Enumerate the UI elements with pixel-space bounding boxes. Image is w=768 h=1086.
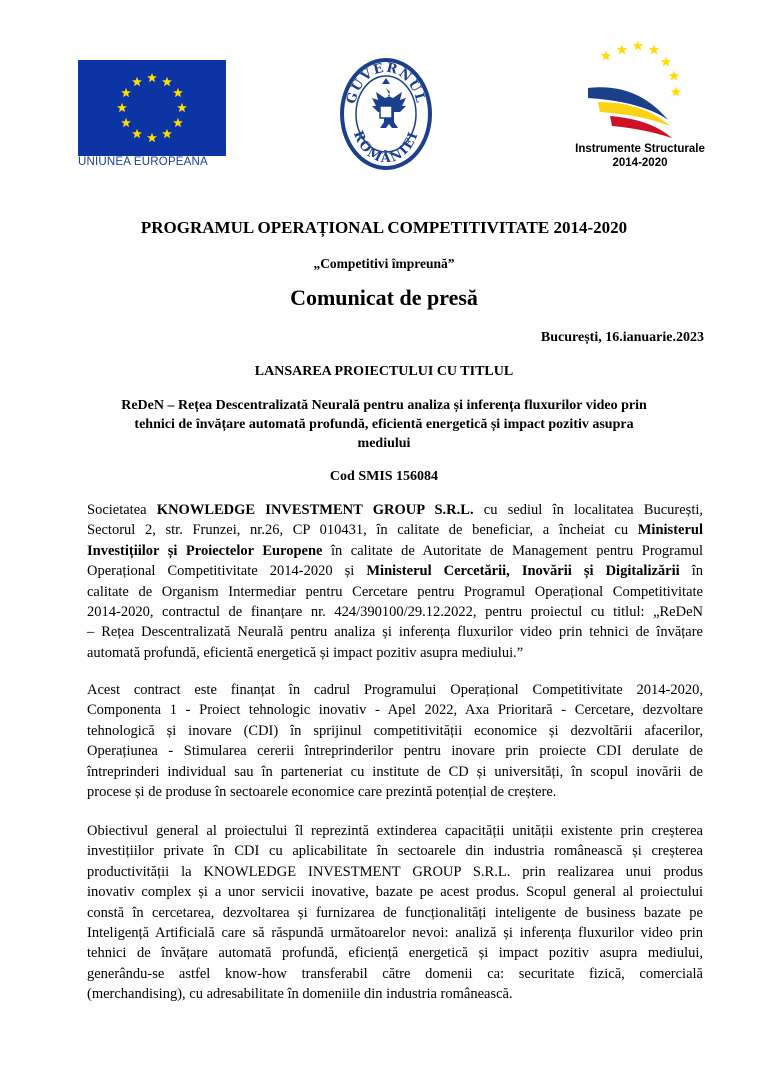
eu-star-icon xyxy=(121,88,131,97)
project-title-line: tehnici de învățare automată profundă, eficientă energetică și impact pozitiv asupra xyxy=(134,417,634,432)
company-name: KNOWLEDGE INVESTMENT GROUP S.R.L. xyxy=(156,502,474,518)
text-line: tehnologică și inovare (CDI) în sprijinul competitivității economice și dezvoltării afacerilor, xyxy=(87,722,703,739)
structural-instruments-logo xyxy=(562,40,718,174)
eu-star-icon xyxy=(132,129,142,138)
text-line: Sectorul 2, str. Frunzei, nr.26, CP 010431, în calitate de beneficiar, a încheiat cu Ministerul xyxy=(87,522,703,539)
text-line: constă în cercetarea, dezvoltarea și furnizarea de funcționalități inteligente de business bazate pe xyxy=(87,904,703,921)
eu-star-icon xyxy=(162,129,172,138)
smis-code: Cod SMIS 156084 xyxy=(329,469,439,484)
release-date: București, 16.ianuarie.2023 xyxy=(540,330,704,345)
text-line: Societatea KNOWLEDGE INVESTMENT GROUP S.R.L. cu sediul în localitatea București, xyxy=(87,502,703,518)
ministry-name: Ministerul Cercetării, Inovării și Digitalizării xyxy=(366,563,680,580)
text-line: procese și de produse în sectoarele economice care prezintă potențial de creștere. xyxy=(87,784,557,801)
structural-star-icon xyxy=(617,45,627,55)
text-line: Operațiunea - Stimularea cererii întreprinderilor pentru inovare prin proiecte CDI derulate de xyxy=(87,743,703,760)
eu-label: UNIUNEA EUROPEANĂ xyxy=(78,156,208,168)
text-line: Acest contract este finanțat în cadrul Programului Operațional Competitivitate 2014-2020, xyxy=(87,682,703,698)
text-line: generându-se astfel know-how transferabil către domenii ca: securitate fizică, comercială xyxy=(87,965,703,982)
structural-star-icon xyxy=(669,71,679,81)
structural-star-icon xyxy=(671,87,681,97)
paragraph-objective xyxy=(87,821,703,1005)
text-line: Operațional Competitivitate 2014-2020 și Ministerul Cercetării, Inovării și Digitalizării în xyxy=(87,563,704,580)
project-title xyxy=(84,396,684,453)
text-line: investițiilor private în CDI cu aplicabilitate în sectoarele din industria românească și creșterea xyxy=(87,843,703,860)
motto: „Competitivi împreună” xyxy=(313,256,455,271)
text-line: productivității la KNOWLEDGE INVESTMENT GROUP S.R.L. prin realizarea unui produs xyxy=(87,863,703,880)
eu-star-icon xyxy=(121,118,131,127)
structural-instruments-icon xyxy=(562,40,718,140)
structural-star-icon xyxy=(649,45,659,55)
romanian-government-seal xyxy=(340,58,432,170)
text-line: întreprinderi individual sau în parteneriat cu institute de CD și universități, în scopul inovării de xyxy=(87,763,703,780)
program-title: PROGRAMUL OPERAȚIONAL COMPETITIVITATE 2014-2020 xyxy=(140,218,628,237)
structural-star-icon xyxy=(661,57,671,67)
text-line: Inteligență Artificială care să răspundă următoarelor nevoi: analiză și inferența fluxurilor video prin xyxy=(87,925,703,942)
project-title-line: mediului xyxy=(357,436,411,451)
text-line: calitate de Organism Intermediar pentru Cercetare pentru Programul Operațional Competitivitate xyxy=(87,583,703,600)
text-line: 2014-2020, contractul de finanțare nr. 424/390100/29.12.2022, pentru proiectul cu titlul: „ReDeN xyxy=(87,604,703,621)
text-line: Investițiilor și Proiectelor Europene în calitate de Autoritate de Management pentru Programul xyxy=(87,542,703,559)
eu-star-icon xyxy=(173,118,183,127)
structural-caption-line1: Instrumente Structurale xyxy=(575,143,705,155)
structural-star-icon xyxy=(633,41,643,51)
eu-star-icon xyxy=(147,133,157,142)
launch-title: LANSAREA PROIECTULUI CU TITLUL xyxy=(254,364,514,379)
text-line: inovativ complex și a unor servicii inovative, bazate pe acest produs. Scopul general al proiectului xyxy=(87,884,703,901)
press-release-title: Comunicat de presă xyxy=(290,285,478,310)
eu-flag-icon xyxy=(78,60,226,156)
eu-star-icon xyxy=(117,103,127,112)
text-line: automată profundă, eficientă energetică și impact pozitiv asupra mediului.” xyxy=(87,644,524,661)
structural-star-icon xyxy=(601,51,611,61)
ministry-name: Ministerul xyxy=(637,522,703,539)
eu-logo xyxy=(78,60,226,170)
eagle-icon xyxy=(372,78,406,128)
paragraph-financing xyxy=(87,680,703,802)
seal-text-top: GUVERNUL xyxy=(343,60,429,106)
eu-star-icon xyxy=(177,103,187,112)
project-title-line: ReDeN – Rețea Descentralizată Neurală pentru analiza și inferența fluxurilor video prin xyxy=(121,398,647,413)
text-line: Obiectivul general al proiectului îl reprezintă extinderea capacității unității existente prin creșterea xyxy=(87,823,703,839)
eu-star-icon xyxy=(173,88,183,97)
ministry-name: Investițiilor și Proiectelor Europene xyxy=(87,542,323,559)
eu-star-icon xyxy=(147,73,157,82)
paragraph-contract xyxy=(87,500,703,663)
structural-caption-line2: 2014-2020 xyxy=(612,157,668,169)
text-line: Componenta 1 - Proiect tehnologic inovativ - Apel 2022, Axa Prioritară - Cercetare, dezvoltare xyxy=(87,702,703,719)
seal-text-bottom: ROMÂNIEI xyxy=(349,128,422,167)
eu-star-icon xyxy=(162,77,172,86)
text-line: tehnici de învățare automată profundă, eficiență energetică și impact pozitiv asupra mediului, xyxy=(87,945,703,962)
text-line: – Rețea Descentralizată Neurală pentru analiza și inferența fluxurilor video prin tehnici de învățare xyxy=(87,624,703,641)
eu-star-icon xyxy=(132,77,142,86)
text-line: (merchandising), cu adresabilitate în domeniile din industria românească. xyxy=(87,986,513,1003)
